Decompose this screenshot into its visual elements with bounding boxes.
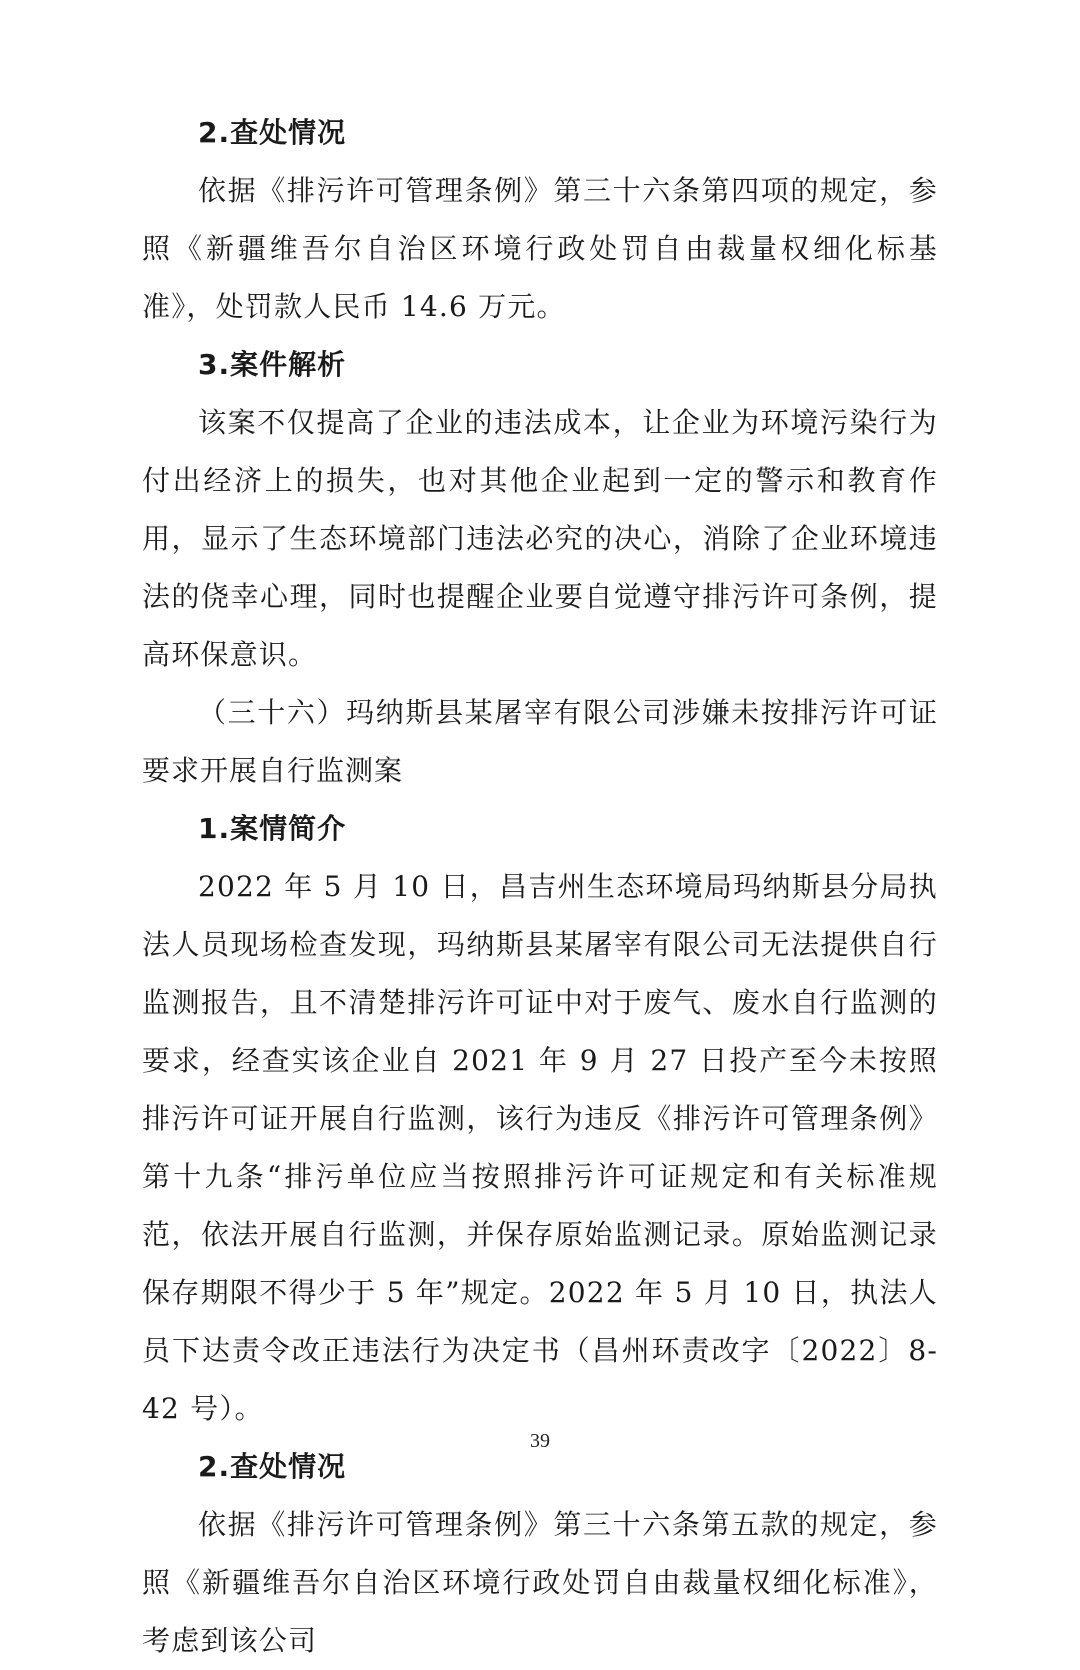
summary-paragraph: 2022 年 5 月 10 日，昌吉州生态环境局玛纳斯县分局执法人员现场检查发现，玛纳斯县某屠宰有限公司无法提供自行监测报告，且不清楚排污许可证中对于废气、废水自行监测的要求，经查实该企业自 2021 年 9 月 27 日投产至今未按照排污许可证开展自行监测，该行为违反《排污许可管理条例》第十九条“排污单位应当按照排污许可证规定和有关标准规范，依法开展自行监测，并保存原始监测记录。原始监测记录保存期限不得少于 5 年”规定。2022 年 5 月 10 日，执法人员下达责令改正违法行为决定书（昌州环责改字〔2022〕8-42 号）。	[142, 870, 938, 1425]
case-title: （三十六）玛纳斯县某屠宰有限公司涉嫌未按排污许可证要求开展自行监测案	[142, 696, 938, 787]
page-number: 39	[530, 1430, 550, 1452]
section-heading-penalty: 2.查处情况	[198, 116, 347, 149]
section-heading-penalty-2: 2.查处情况	[198, 1450, 347, 1483]
penalty-paragraph: 依据《排污许可管理条例》第三十六条第四项的规定，参照《新疆维吾尔自治区环境行政处罚自由裁量权细化标基准》，处罚款人民币 14.6 万元。	[142, 174, 938, 323]
section-heading-summary: 1.案情简介	[198, 812, 347, 845]
analysis-paragraph: 该案不仅提高了企业的违法成本，让企业为环境污染行为付出经济上的损失，也对其他企业起到一定的警示和教育作用，显示了生态环境部门违法必究的决心，消除了企业环境违法的侥幸心理，同时也提醒企业要自觉遵守排污许可条例，提高环保意识。	[142, 406, 938, 671]
section-heading-analysis: 3.案件解析	[198, 348, 347, 381]
penalty-paragraph-2: 依据《排污许可管理条例》第三十六条第五款的规定，参照《新疆维吾尔自治区环境行政处罚自由裁量权细化标准》，考虑到该公司	[142, 1508, 938, 1657]
